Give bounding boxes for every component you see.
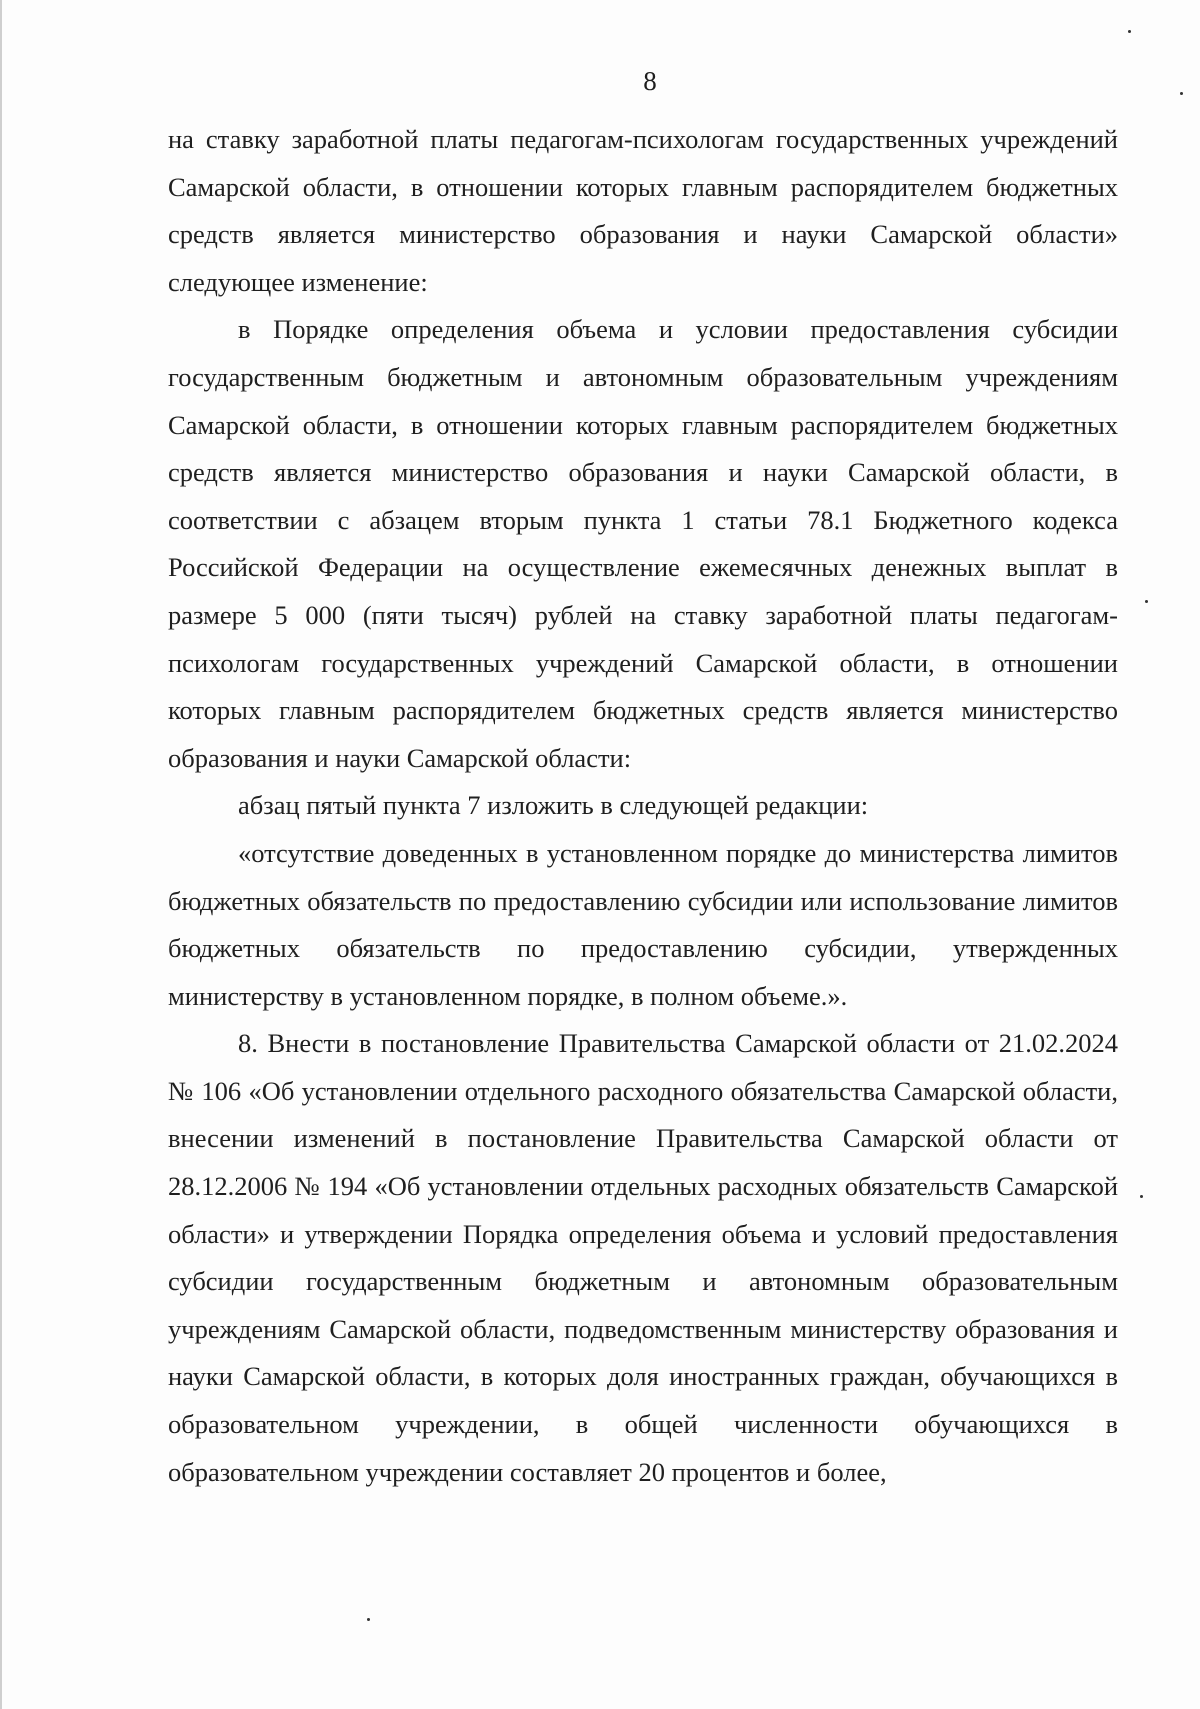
- scan-speck: [1145, 600, 1148, 603]
- scan-edge: [0, 0, 2, 1709]
- scan-speck: [1140, 1195, 1143, 1198]
- paragraph-item-8: 8. Внести в постановление Правительства Самарской области от 21.02.2024 № 106 «Об установлении отдельного расходного обязательства Самарской области, внесении изменений в постановление Правительства Самарской области от 28.12.2006 № 194 «Об установлении отдельных расходных обязательств Самарской области» и утверждении Порядка определения объема и условий предоставления субсидии государственным бюджетным и автономным образовательным учреждениям Самарской области, подведомственным министерству образования и науки Самарской области, в которых доля иностранных граждан, обучающихся в образовательном учреждении, в общей численности обучающихся в образовательном учреждении составляет 20 процентов и более,: [168, 1028, 1118, 1487]
- scan-speck: [1128, 30, 1131, 33]
- document-body: [168, 116, 1118, 1496]
- paragraph-amendment-intro: абзац пятый пункта 7 изложить в следующей редакции:: [238, 790, 869, 821]
- paragraph-amendment-text: «отсутствие доведенных в установленном порядке до министерства лимитов бюджетных обязательств по предоставлению субсидии или использование лимитов бюджетных обязательств по предоставлению субсидии, утвержденных министерству в установленном порядке, в полном объеме.».: [168, 837, 1118, 1011]
- paragraph-continuation: на ставку заработной платы педагогам-психологам государственных учреждений Самарской области, в отношении которых главным распорядителем бюджетных средств является министерство образования и науки Самарской области» следующее изменение:: [168, 124, 1118, 297]
- scan-speck: [367, 1618, 370, 1621]
- page-number: 8: [643, 66, 657, 96]
- paragraph-procedure: в Порядке определения объема и условии предоставления субсидии государственным бюджетным и автономным образовательным учреждениям Самарской области, в отношении которых главным распорядителем бюджетных средств является министерство образования и науки Самарской области, в соответствии с абзацем вторым пункта 1 статьи 78.1 Бюджетного кодекса Российской Федерации на осуществление ежемесячных денежных выплат в размере 5 000 (пяти тысяч) рублей на ставку заработной платы педагогам-психологам государственных учреждений Самарской области, в отношении которых главным распорядителем бюджетных средств является министерство образования и науки Самарской области:: [168, 314, 1118, 773]
- scan-speck: [1180, 92, 1183, 95]
